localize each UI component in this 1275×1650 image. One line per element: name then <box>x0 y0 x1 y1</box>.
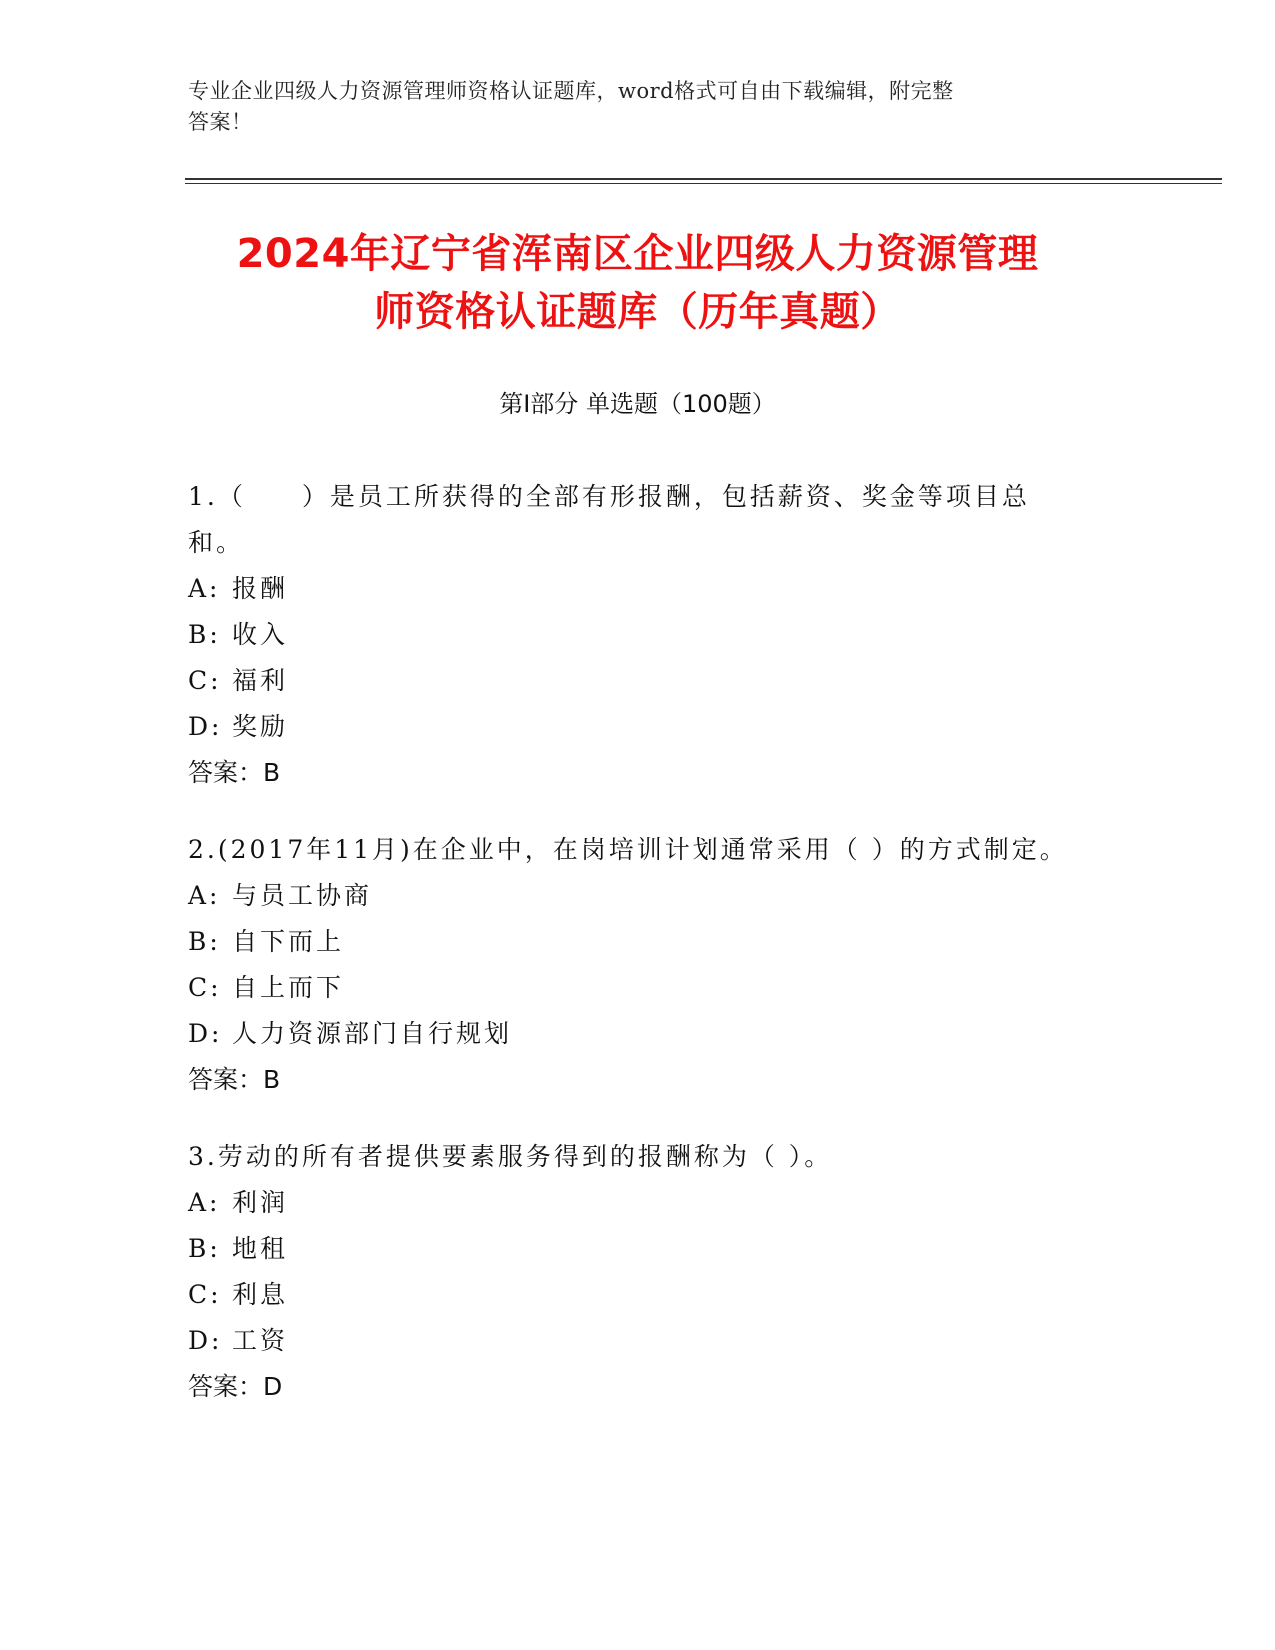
question-list <box>188 474 1073 1441</box>
option-d <box>188 704 1073 750</box>
header-note <box>188 76 1068 138</box>
option-letter: D: <box>188 1019 223 1048</box>
option-text: 报酬 <box>232 574 289 603</box>
option-letter: B: <box>188 927 221 956</box>
option-b <box>188 919 1073 965</box>
option-d <box>188 1318 1073 1364</box>
option-c <box>188 1272 1073 1318</box>
answer-label: 答案：D <box>188 1372 283 1401</box>
option-letter: C: <box>188 1280 222 1309</box>
option-letter: A: <box>188 1188 221 1217</box>
option-letter: B: <box>188 620 221 649</box>
option-a <box>188 1180 1073 1226</box>
option-text: 与员工协商 <box>232 881 373 910</box>
question-2 <box>188 827 1073 1103</box>
question-3 <box>188 1134 1073 1410</box>
document-title-line2: 师资格认证题库（历年真题） <box>374 289 901 335</box>
header-note-line1: 专业企业四级人力资源管理师资格认证题库，word格式可自由下载编辑，附完整 <box>188 79 954 103</box>
question-stem: 1.（ ）是员工所获得的全部有形报酬，包括薪资、奖金等项目总和。 <box>188 482 1030 557</box>
option-text: 工资 <box>232 1326 289 1355</box>
option-a <box>188 873 1073 919</box>
option-text: 利润 <box>232 1188 289 1217</box>
option-a <box>188 566 1073 612</box>
option-letter: C: <box>188 973 222 1002</box>
question-1 <box>188 474 1073 796</box>
section-title: 第Ⅰ部分 单选题（100题） <box>499 390 776 418</box>
answer-label: 答案：B <box>188 758 281 787</box>
option-text: 收入 <box>232 620 289 649</box>
option-letter: A: <box>188 881 221 910</box>
option-text: 福利 <box>232 666 289 695</box>
option-c <box>188 658 1073 704</box>
option-text: 自下而上 <box>232 927 345 956</box>
option-text: 自上而下 <box>232 973 345 1002</box>
header-divider-thin <box>185 183 1222 184</box>
option-letter: D: <box>188 712 223 741</box>
option-c <box>188 965 1073 1011</box>
option-letter: D: <box>188 1326 223 1355</box>
answer-label: 答案：B <box>188 1065 281 1094</box>
option-letter: B: <box>188 1234 221 1263</box>
option-text: 奖励 <box>232 712 289 741</box>
option-b <box>188 612 1073 658</box>
document-title <box>150 225 1125 341</box>
header-divider-thick <box>185 178 1222 180</box>
question-stem: 2.(2017年11月)在企业中，在岗培训计划通常采用（ ）的方式制定。 <box>188 835 1068 864</box>
option-text: 地租 <box>232 1234 289 1263</box>
option-b <box>188 1226 1073 1272</box>
option-d <box>188 1011 1073 1057</box>
option-letter: A: <box>188 574 221 603</box>
question-stem: 3.劳动的所有者提供要素服务得到的报酬称为（ ）。 <box>188 1142 833 1171</box>
option-text: 利息 <box>232 1280 289 1309</box>
document-title-line1: 2024年辽宁省浑南区企业四级人力资源管理 <box>236 231 1039 277</box>
header-note-line2: 答案！ <box>188 110 253 134</box>
option-text: 人力资源部门自行规划 <box>232 1019 513 1048</box>
option-letter: C: <box>188 666 222 695</box>
